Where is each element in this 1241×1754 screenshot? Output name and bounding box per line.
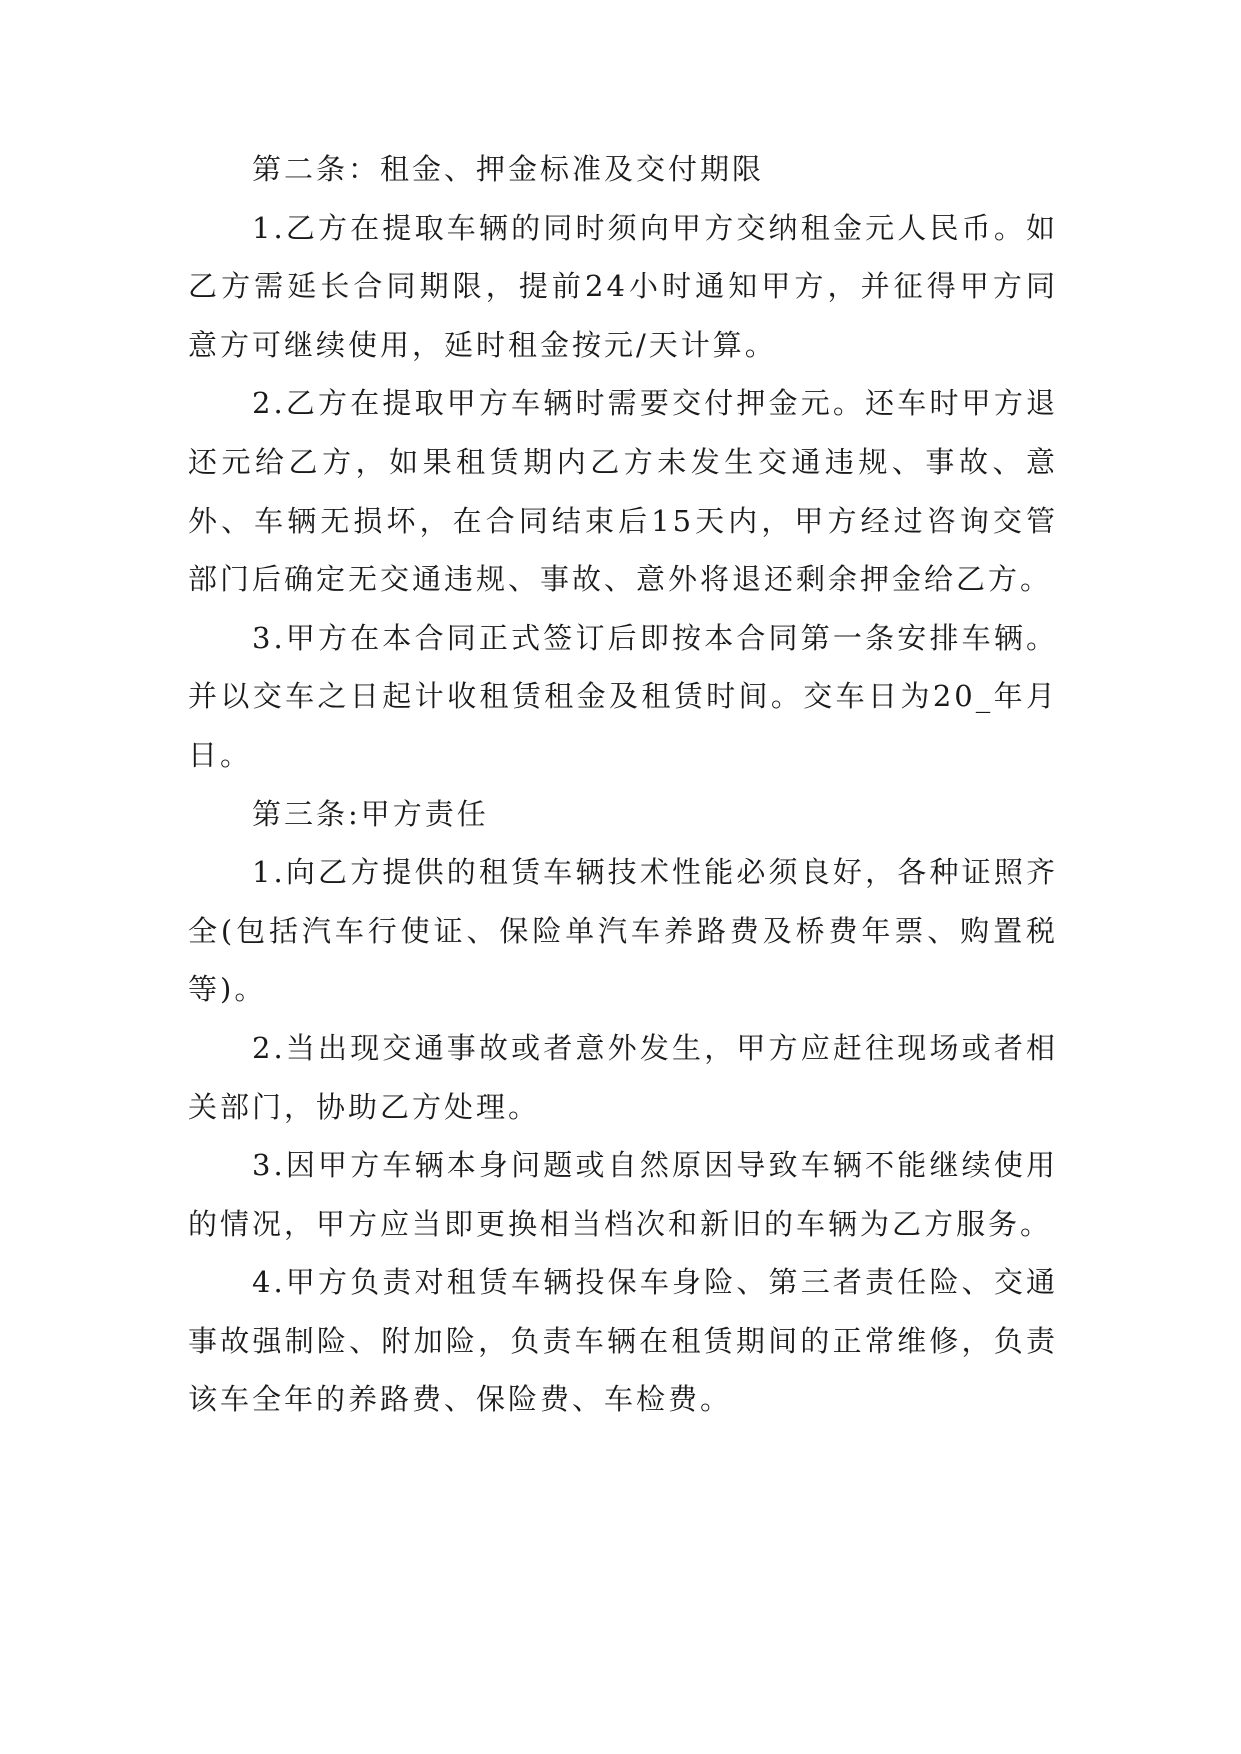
article-2-heading: 第二条：租金、押金标准及交付期限 bbox=[252, 152, 765, 186]
document-page bbox=[188, 140, 1058, 1429]
article-3-item-2: 2.当出现交通事故或者意外发生，甲方应赶往现场或者相关部门，协助乙方处理。 bbox=[188, 1030, 1058, 1124]
article-3-item-1: 1.向乙方提供的租赁车辆技术性能必须良好，各种证照齐全(包括汽车行使证、保险单汽车养路费及桥费年票、购置税等)。 bbox=[188, 855, 1058, 1007]
article-3-heading: 第三条:甲方责任 bbox=[252, 796, 489, 831]
article-2-item-3: 3.甲方在本合同正式签订后即按本合同第一条安排车辆。并以交车之日起计收租赁租金及租赁时间。交车日为20_年月日。 bbox=[188, 620, 1058, 772]
article-2-item-2: 2.乙方在提取甲方车辆时需要交付押金元。还车时甲方退还元给乙方，如果租赁期内乙方未发生交通违规、事故、意外、车辆无损坏，在合同结束后15天内，甲方经过咨询交管部门后确定无交通违规、事故、意外将退还剩余押金给乙方。 bbox=[188, 386, 1058, 597]
article-3-item-4: 4.甲方负责对租赁车辆投保车身险、第三者责任险、交通事故强制险、附加险，负责车辆在租赁期间的正常维修，负责该车全年的养路费、保险费、车检费。 bbox=[188, 1265, 1058, 1417]
article-2-item-1: 1.乙方在提取车辆的同时须向甲方交纳租金元人民币。如乙方需延长合同期限，提前24小时通知甲方，并征得甲方同意方可继续使用，延时租金按元/天计算。 bbox=[188, 210, 1058, 362]
article-3-item-3: 3.因甲方车辆本身问题或自然原因导致车辆不能继续使用的情况，甲方应当即更换相当档次和新旧的车辆为乙方服务。 bbox=[188, 1148, 1058, 1241]
